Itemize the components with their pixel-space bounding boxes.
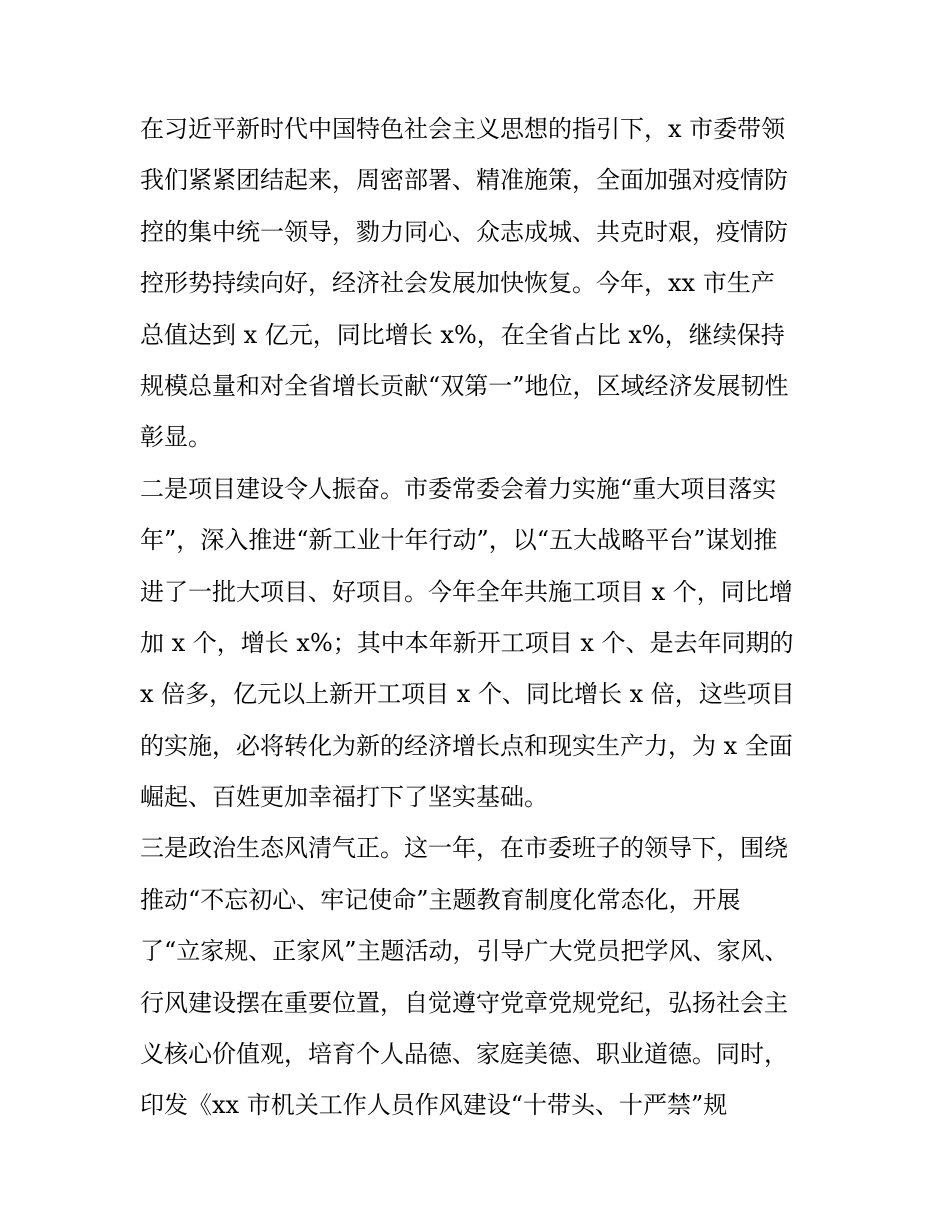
- text-line: 义核心价值观，培育个人品德、家庭美德、职业道德。同时，: [140, 1040, 788, 1069]
- text-line: 加 x 个，增长 x%；其中本年新开工项目 x 个、是去年同期的: [140, 628, 794, 657]
- text-line: 了“立家规、正家风”主题活动，引导广大党员把学风、家风、: [140, 937, 789, 966]
- text-line: 控形势持续向好，经济社会发展加快恢复。今年，xx 市生产: [140, 269, 775, 298]
- text-line: 行风建设摆在重要位置，自觉遵守党章党规党纪，弘扬社会主: [140, 988, 788, 1017]
- text-line: 规模总量和对全省增长贡献“双第一”地位，区域经济发展韧性: [140, 371, 789, 400]
- text-line: 年”，深入推进“新工业十年行动”，以“五大战略平台”谋划推: [140, 526, 778, 555]
- text-line: 的实施，必将转化为新的经济增长点和现实生产力，为 x 全面: [140, 731, 793, 760]
- text-line: 总值达到 x 亿元，同比增长 x%，在全省占比 x%，继续保持: [140, 320, 785, 349]
- text-line: x 倍多，亿元以上新开工项目 x 个、同比增长 x 倍，这些项目: [140, 680, 795, 709]
- text-line: 印发《xx 市机关工作人员作风建设“十带头、十严禁”规: [140, 1091, 728, 1120]
- text-line: 控的集中统一领导，勠力同心、众志成城、共克时艰，疫情防: [140, 217, 788, 246]
- text-line: 进了一批大项目、好项目。今年全年共施工项目 x 个，同比增: [140, 577, 793, 606]
- text-line: 二是项目建设令人振奋。市委常委会着力实施“重大项目落实: [140, 474, 777, 503]
- text-line: 在习近平新时代中国特色社会主义思想的指引下，x 市委带领: [140, 115, 786, 143]
- body-text: [140, 104, 830, 1132]
- text-line: 崛起、百姓更加幸福打下了坚实基础。: [140, 783, 548, 812]
- text-line: 三是政治生态风清气正。这一年，在市委班子的领导下，围绕: [140, 834, 788, 863]
- text-line: 推动“不忘初心、牢记使命”主题教育制度化常态化，开展: [140, 885, 741, 914]
- text-line: 彰显。: [140, 423, 212, 452]
- text-line: 我们紧紧团结起来，周密部署、精准施策，全面加强对疫情防: [140, 166, 788, 195]
